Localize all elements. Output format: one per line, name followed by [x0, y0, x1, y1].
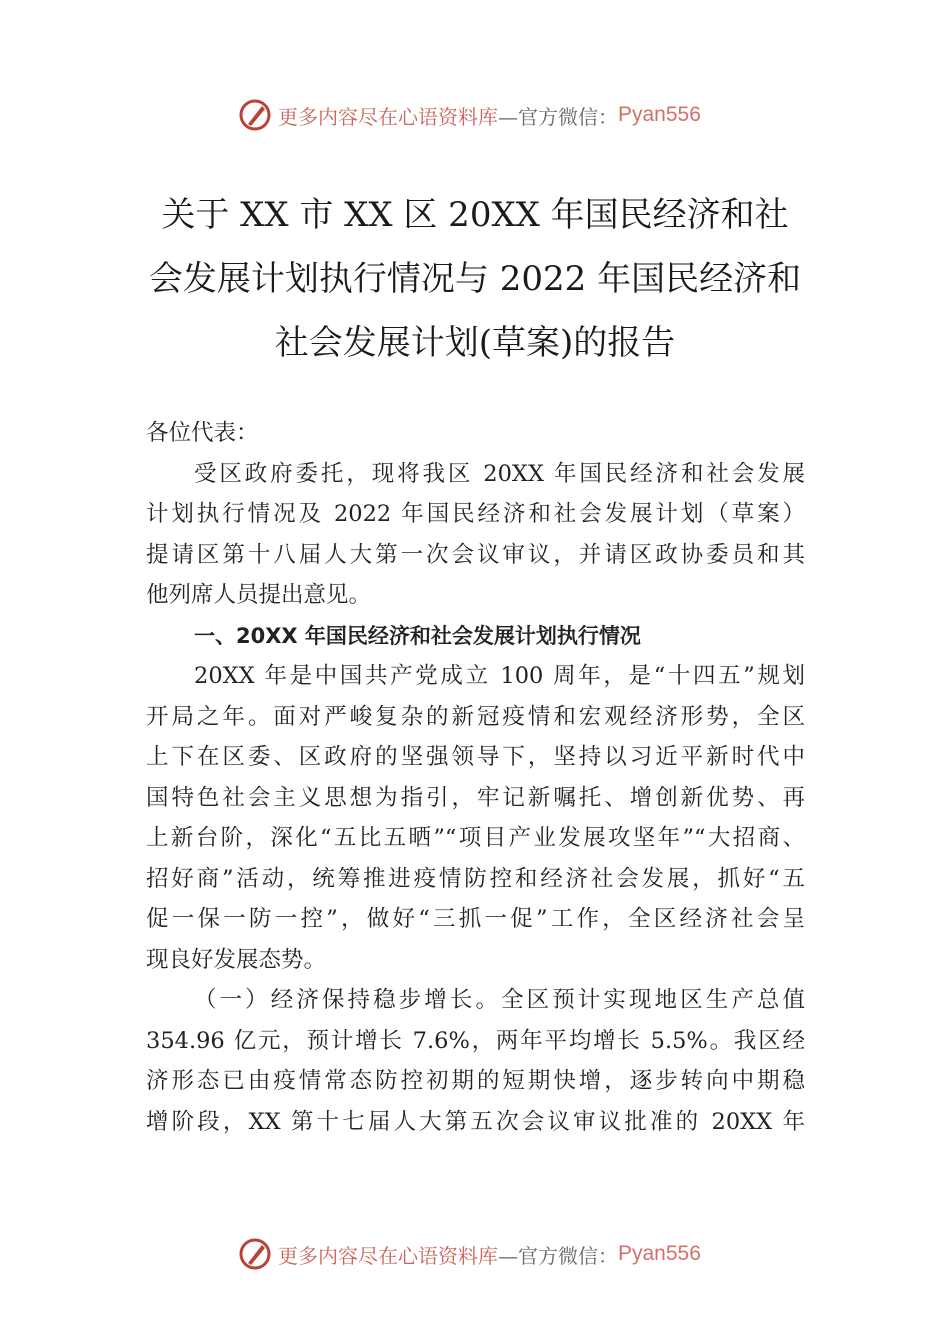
text-line: 受区政府委托，现将我区 20XX 年国民经济和社会发展: [194, 460, 805, 487]
text-line: 计划执行情况及 2022 年国民经济和社会发展计划（草案）: [146, 501, 805, 527]
watermark-site: 更多内容尽在心语资料库: [278, 104, 498, 129]
watermark-site: 更多内容尽在心语资料库: [278, 1243, 498, 1268]
text-line: 20XX 年是中国共产党成立 100 周年，是“十四五”规划: [194, 663, 805, 689]
text-line: 促一保一防一控”，做好“三抓一促”工作，全区经济社会呈: [146, 906, 805, 932]
document-body: [146, 413, 805, 1142]
section-heading: 一、20XX 年国民经济和社会发展计划执行情况: [194, 623, 641, 648]
text-line: 提请区第十八届人大第一次会议审议，并请区政协委员和其: [146, 541, 805, 568]
watermark-account: Pyan556: [618, 103, 701, 126]
footer-watermark: [238, 1236, 701, 1272]
title-line: 会发展计划执行情况与 2022 年国民经济和: [148, 259, 802, 299]
text-line: 各位代表：: [146, 420, 259, 446]
text-line: 开局之年。面对严峻复杂的新冠疫情和宏观经济形势，全区: [146, 703, 805, 730]
title-line: 关于 XX 市 XX 区 20XX 年国民经济和社: [161, 195, 789, 235]
header-watermark: [238, 97, 701, 133]
text-line: 354.96 亿元，预计增长 7.6%，两年平均增长 5.5%。我区经: [146, 1027, 805, 1054]
watermark-sep: —官方微信：: [498, 1243, 618, 1268]
document-title: [140, 183, 810, 375]
watermark-sep: —官方微信：: [498, 104, 618, 129]
title-line: 社会发展计划(草案)的报告: [274, 323, 676, 363]
text-line: 他列席人员提出意见。: [146, 582, 372, 608]
watermark-account: Pyan556: [618, 1242, 701, 1265]
text-line: 上下在区委、区政府的坚强领导下，坚持以习近平新时代中: [146, 744, 805, 770]
text-line: 增阶段，XX 第十七届人大第五次会议审议批准的 20XX 年: [146, 1108, 805, 1135]
text-line: （一）经济保持稳步增长。全区预计实现地区生产总值: [194, 987, 805, 1013]
pen-logo-icon: [238, 1237, 272, 1271]
text-line: 国特色社会主义思想为指引，牢记新嘱托、增创新优势、再: [146, 784, 805, 811]
text-line: 现良好发展态势。: [146, 946, 327, 973]
text-line: 上新台阶，深化“五比五晒”“项目产业发展攻坚年”“大招商、: [146, 825, 805, 851]
pen-logo-icon: [238, 98, 272, 132]
text-line: 招好商”活动，统筹推进疫情防控和经济社会发展，抓好“五: [146, 865, 805, 892]
text-line: 济形态已由疫情常态防控初期的短期快增，逐步转向中期稳: [146, 1068, 805, 1094]
